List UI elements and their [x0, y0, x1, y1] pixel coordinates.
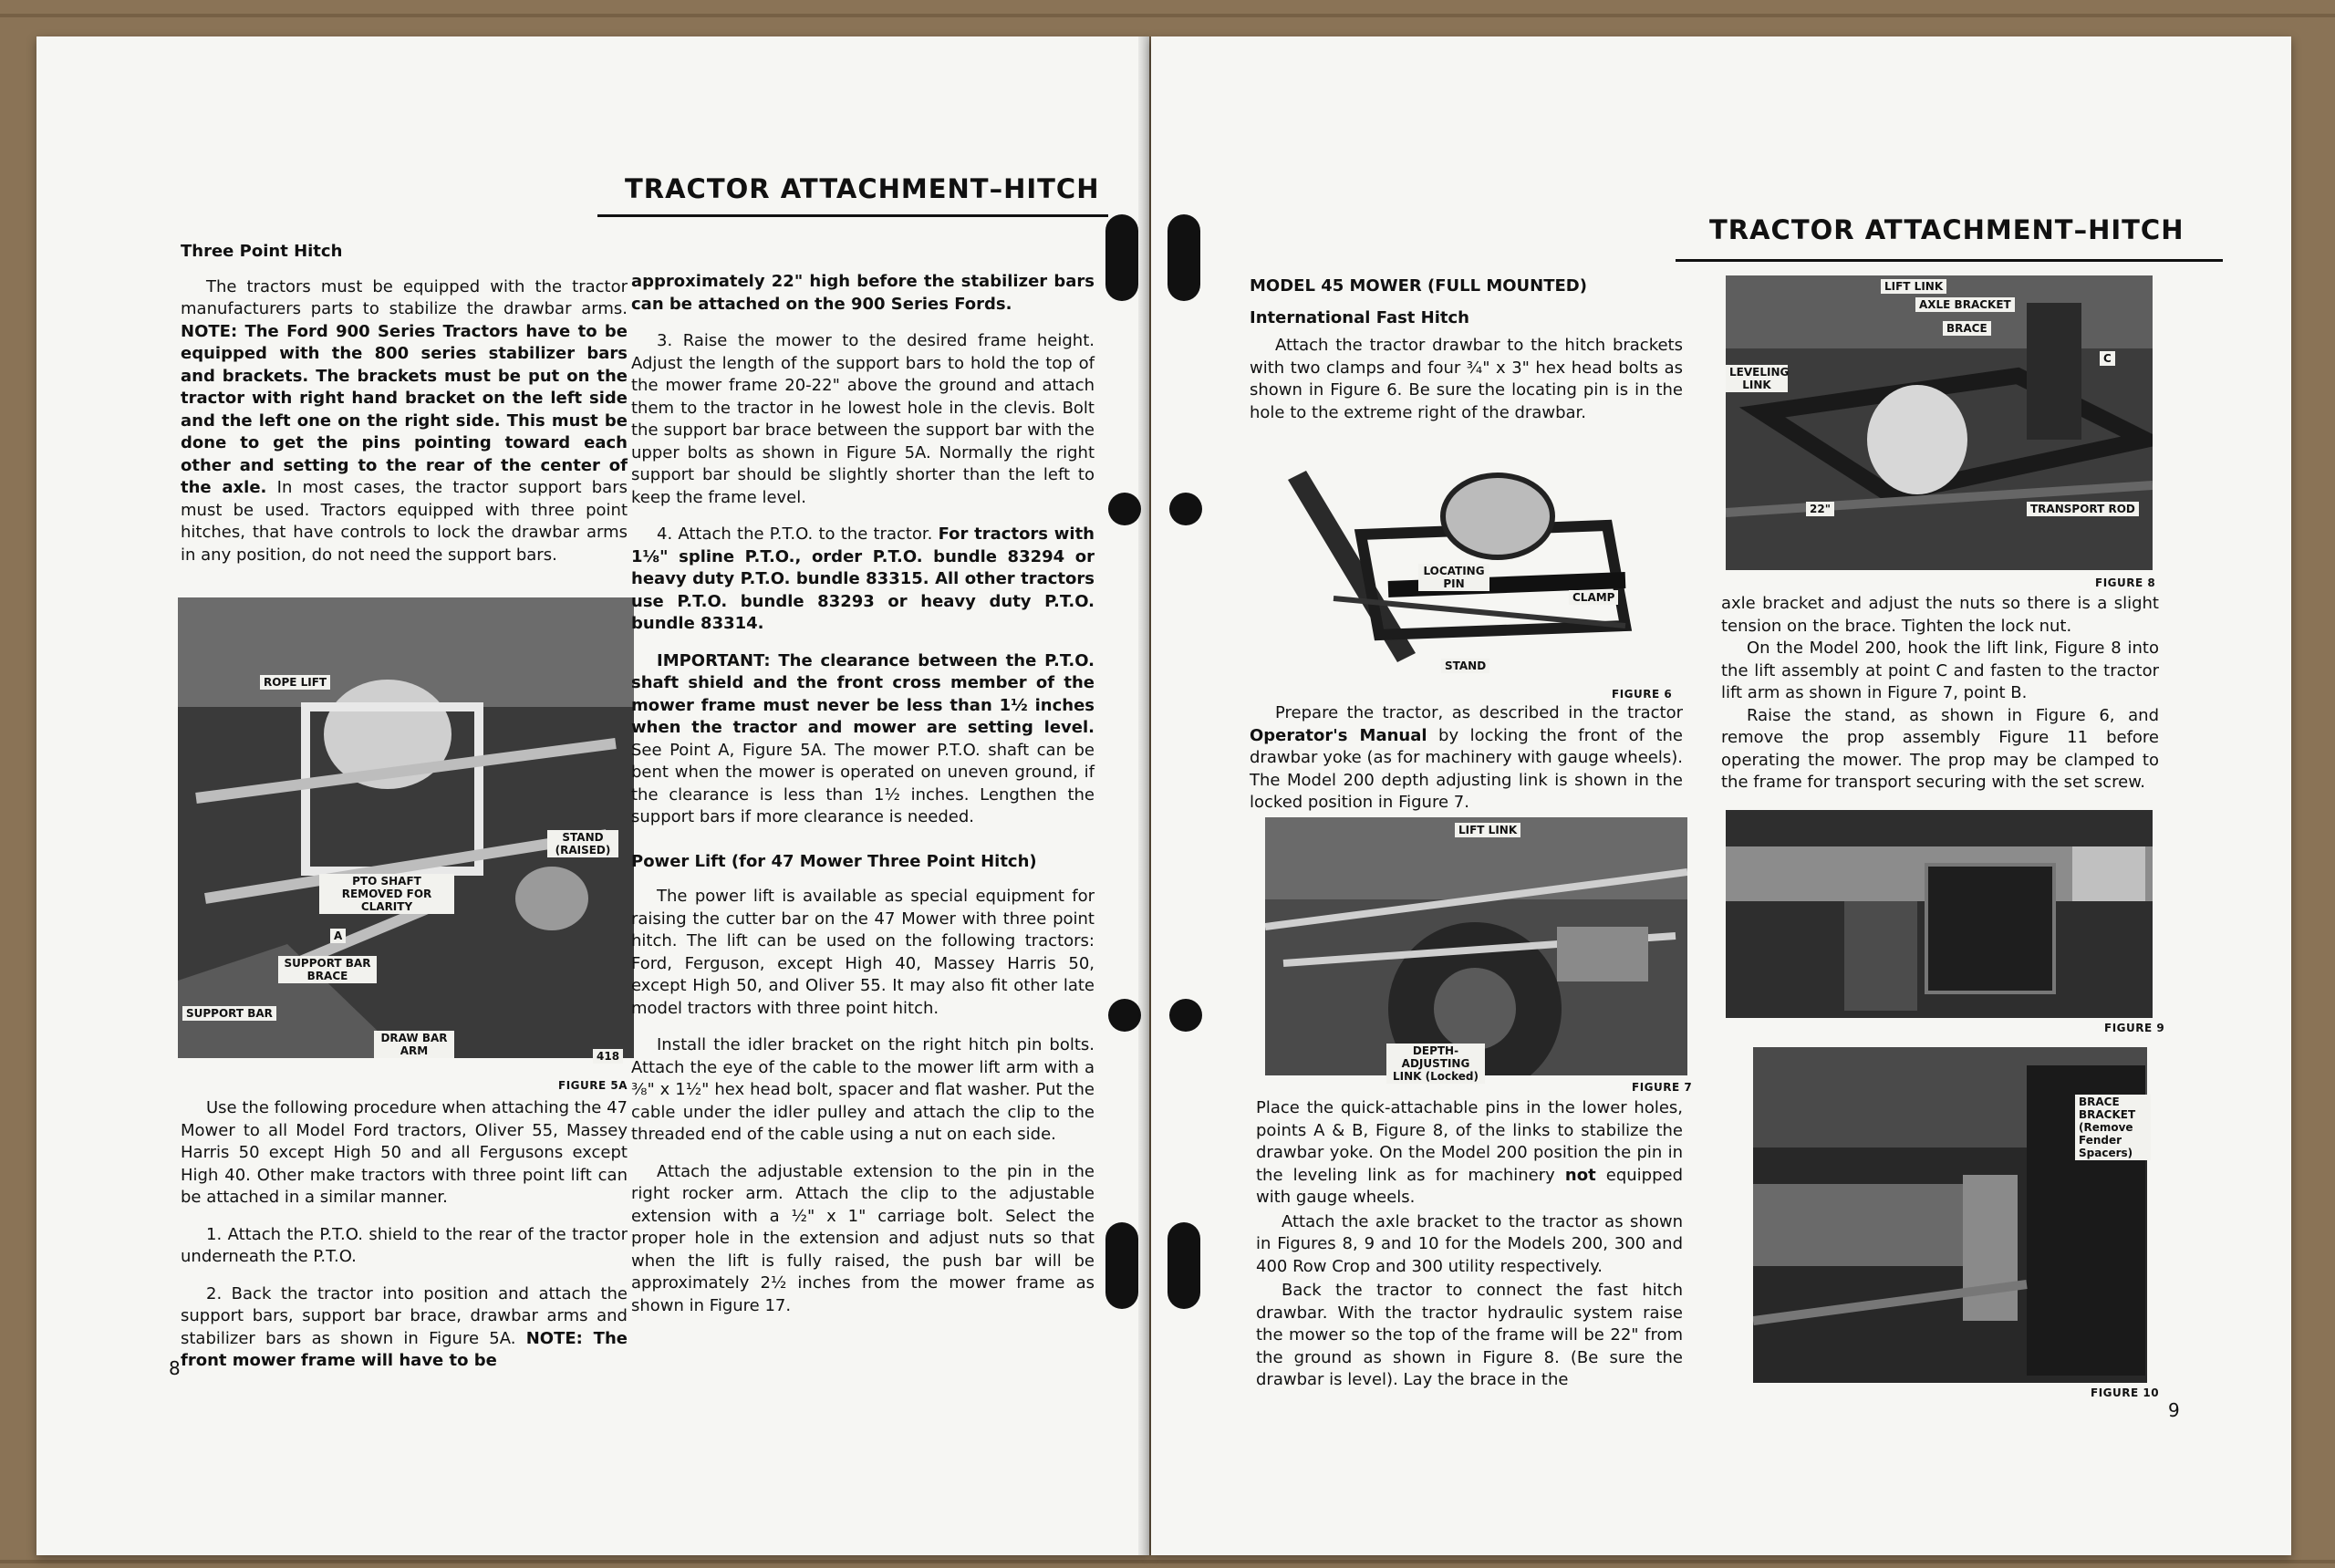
figure-5a-photo: [178, 597, 634, 1058]
prepare-paragraph: [1250, 702, 1683, 815]
fig5a-label-support-bar-brace: SUPPORT BAR BRACE: [278, 956, 377, 983]
fig5a-label-support-bar: SUPPORT BAR: [182, 1006, 276, 1021]
fig5a-label-418: 418: [593, 1049, 623, 1064]
figure-10-caption: FIGURE 10: [2091, 1386, 2160, 1399]
fig7-label-depth-adjusting: DEPTH-ADJUSTING LINK (Locked): [1386, 1044, 1485, 1084]
figure-7-illustration: [1265, 817, 1687, 1075]
right-column-1: [1250, 275, 1683, 439]
step-4-bundles: For tractors with 1⅛" spline P.T.O., order P.T.O. bundle 83294 or heavy duty P.T.O. bundle 83315. All other tractors use P.T.O. bundle 83293 or heavy duty P.T.O. bundle 83314.: [631, 524, 1095, 633]
fig7-label-lift-link: LIFT LINK: [1455, 823, 1520, 837]
three-point-note: NOTE: The Ford 900 Series Tractors have to be equipped with the 800 series stabilizer bars and brackets. The brackets must be put on the tractor with right hand bracket on the left side and the left one on the right side. This must be done to get the pins pointing toward each other and setting to the rear of the center of the axle.: [181, 321, 628, 497]
three-point-hitch-heading: Three Point Hitch: [181, 242, 343, 261]
prepare-text-b: by locking the front of the drawbar yoke (as for machinery with gauge wheels). The Model 200 depth adjusting link is shown in the locked position in Figure 7.: [1250, 725, 1683, 812]
figure-6-caption: FIGURE 6: [1612, 688, 1673, 701]
punch-hole: [1168, 214, 1200, 301]
left-header-rule: [597, 214, 1108, 217]
left-page: [36, 36, 1149, 1555]
fig6-label-stand: STAND: [1441, 659, 1489, 673]
figure-7-photo: [1265, 817, 1687, 1075]
fig6-label-locating-pin: LOCATING PIN: [1418, 564, 1489, 591]
punch-hole: [1105, 1222, 1138, 1309]
prepare-block: [1250, 702, 1683, 829]
fig8-label-22: 22": [1806, 502, 1834, 516]
raise-stand-paragraph: Raise the stand, as shown in Figure 6, and remove the prop assembly Figure 11 before operating the mower. The prop may be clamped to the frame for transport securing with the set screw.: [1721, 705, 2159, 792]
left-column-1: [181, 241, 628, 581]
important-bold: IMPORTANT: The clearance between the P.T.O. shaft shield and the front cross member of the mower frame must never be less than 1½ inches when the tractor and mower are setting level.: [631, 650, 1095, 737]
place-text-b: equipped with gauge wheels.: [1256, 1165, 1684, 1207]
important-rest: See Point A, Figure 5A. The mower P.T.O. shaft can be bent when the mower is operated on uneven ground, if the clearance is less than 1½ inches. Lengthen the support bars if more clearance is needed.: [631, 740, 1095, 826]
model-45-heading: MODEL 45 MOWER (FULL MOUNTED): [1250, 276, 1587, 296]
three-point-text-a: The tractors must be equipped with the tractor manufacturers parts to stabilize the drawbar arms.: [181, 276, 628, 318]
place-text-a: Place the quick-attachable pins in the lower holes, points A & B, Figure 8, of the links to stabilize the drawbar yoke. On the Model 200 position the pin in the leveling link as for machinery: [1256, 1098, 1683, 1185]
fig5a-label-pto-removed: PTO SHAFT REMOVED FOR CLARITY: [319, 874, 454, 914]
fast-hitch-paragraph: Attach the tractor drawbar to the hitch brackets with two clamps and four ¾" x 3" hex head bolts as shown in Figure 6. Be sure the locating pin is in the hole to the extreme right of the drawbar.: [1250, 336, 1683, 422]
power-lift-p1: The power lift is available as special equipment for raising the cutter bar on the 47 Mower with three point hitch. The lift can be used on the following tractors: Ford, Ferguson, except High 40, Massey Harris 50, except High 50, and Oliver 55. It may also fit other late model tractors with three point hitch.: [631, 887, 1095, 1018]
axle-paragraph: Attach the axle bracket to the tractor as shown in Figures 8, 9 and 10 for the Models 200, 300 and 400 Row Crop and 300 utility respectively.: [1256, 1211, 1683, 1276]
three-point-paragraph: [181, 276, 628, 567]
stabilizer-continuation: approximately 22" high before the stabilizer bars can be attached on the 900 Series Fords.: [631, 272, 1095, 314]
figure-8-photo: [1726, 275, 2153, 570]
figure-8-caption: FIGURE 8: [2095, 576, 2156, 589]
left-column-1-lower: [181, 1097, 628, 1387]
procedure-intro: Use the following procedure when attaching the 47 Mower to all Model Ford tractors, Oliver 55, Massey Harris 50 except High 50 and all Fergusons except High 40. Other make tractors with three point lift can be attached in a similar manner.: [181, 1098, 628, 1207]
back-tractor-paragraph: Back the tractor to connect the fast hitch drawbar. With the tractor hydraulic system raise the mower so the top of the frame will be 22" from the ground as shown in Figure 8. (Be sure the drawbar is level). Lay the brace in the: [1256, 1281, 1683, 1389]
right-column-2: [1721, 593, 2159, 809]
step-4: [631, 524, 1095, 636]
power-lift-p3: Attach the adjustable extension to the pin in the right rocker arm. Attach the clip to the adjustable extension with a ½" x 1" carriage bolt. Select the proper hole in the extension and adjust nuts so that when the lift is fully raised, the push bar will be approximately 2½ inches from the mower frame as shown in Figure 17.: [631, 1161, 1095, 1315]
punch-hole: [1168, 1222, 1200, 1309]
step-1: 1. Attach the P.T.O. shield to the rear of the tractor underneath the P.T.O.: [181, 1224, 628, 1266]
model-200-paragraph: On the Model 200, hook the lift link, Figure 8 into the lift assembly at point C and fasten to the tractor lift arm as shown in Figure 7, point B.: [1721, 639, 2159, 702]
right-page: [1151, 36, 2291, 1555]
figure-5a-caption: FIGURE 5A: [558, 1079, 628, 1092]
power-lift-heading: Power Lift (for 47 Mower Three Point Hitch): [631, 851, 1037, 871]
fig8-label-axle-bracket: AXLE BRACKET: [1915, 297, 2015, 312]
place-not: not: [1564, 1165, 1596, 1185]
punch-hole: [1169, 493, 1202, 525]
power-lift-p2: Install the idler bracket on the right hitch pin bolts. Attach the eye of the cable to the mower lift arm with a ⅜" x 1½" hex head bolt, spacer and flat washer. Put the cable under the idler pulley and attach the clip to the threaded end of the cable using a nut on each side.: [631, 1035, 1095, 1144]
figure-5a-illustration: [178, 597, 634, 1058]
figure-9-illustration: [1726, 810, 2153, 1018]
fig8-label-leveling-link: LEVELING LINK: [1726, 365, 1788, 392]
fig5a-label-a: A: [330, 929, 346, 943]
punch-hole: [1169, 999, 1202, 1032]
place-paragraph: [1256, 1097, 1683, 1210]
axle-bracket-continuation: axle bracket and adjust the nuts so there is a slight tension on the brace. Tighten the lock nut.: [1721, 594, 2159, 636]
left-page-number: 8: [169, 1357, 181, 1379]
step-2: [181, 1283, 628, 1373]
fig10-label-brace-bracket: BRACE BRACKET (Remove Fender Spacers): [2075, 1095, 2151, 1160]
step-4-text: 4. Attach the P.T.O. to the tractor.: [657, 524, 933, 544]
fig5a-label-draw-bar-arm: DRAW BAR ARM: [374, 1031, 454, 1058]
three-point-text-b: In most cases, the tractor support bars must be used. Tractors equipped with three point hitches, that have controls to lock the drawbar arms in any position, do not need the support bars.: [181, 478, 628, 565]
step-2-note: NOTE: The front mower frame will have to be: [181, 1328, 628, 1370]
right-page-header: TRACTOR ATTACHMENT–HITCH: [1709, 214, 2185, 245]
step-3: 3. Raise the mower to the desired frame height. Adjust the length of the support bars to hold the top of the mower frame 20-22" above the ground and attach them to the tractor in he lowest hole in the clevis. Bolt the support bar brace between the support bar with the upper bolts as shown in Figure 5A. Normally the right support bar should be slightly shorter than the left to keep the frame level.: [631, 331, 1095, 507]
prepare-text-a: Prepare the tractor, as described in the tractor: [1275, 703, 1683, 722]
figure-6-photo: [1279, 443, 1653, 677]
fast-hitch-heading: International Fast Hitch: [1250, 307, 1469, 327]
fig8-label-brace: BRACE: [1943, 321, 1991, 336]
left-column-2: [631, 271, 1095, 1332]
step-2-text: 2. Back the tractor into position and attach the support bars, support bar brace, drawbar arms and stabilizer bars as shown in Figure 5A.: [181, 1283, 628, 1348]
figure-9-caption: FIGURE 9: [2104, 1022, 2165, 1034]
fig5a-label-stand: STAND (RAISED): [547, 830, 618, 857]
important-note: [631, 650, 1095, 829]
figure-6-illustration: [1279, 443, 1653, 677]
right-header-rule: [1676, 259, 2223, 262]
punch-hole: [1108, 999, 1141, 1032]
punch-hole: [1108, 493, 1141, 525]
punch-hole: [1105, 214, 1138, 301]
fig8-label-lift-link: LIFT LINK: [1881, 279, 1946, 294]
right-column-1-lower: [1256, 1097, 1683, 1407]
figure-9-photo: [1726, 810, 2153, 1018]
fig5a-label-rope-lift: ROPE LIFT: [260, 675, 330, 690]
fig8-label-c: C: [2100, 351, 2115, 366]
operators-manual: Operator's Manual: [1250, 725, 1427, 745]
fig6-label-clamp: CLAMP: [1569, 590, 1618, 605]
fig8-label-transport-rod: TRANSPORT ROD: [2027, 502, 2139, 516]
right-page-number: 9: [2168, 1399, 2180, 1421]
figure-8-illustration: [1726, 275, 2153, 570]
left-page-header: TRACTOR ATTACHMENT–HITCH: [625, 173, 1100, 204]
figure-7-caption: FIGURE 7: [1632, 1081, 1693, 1094]
